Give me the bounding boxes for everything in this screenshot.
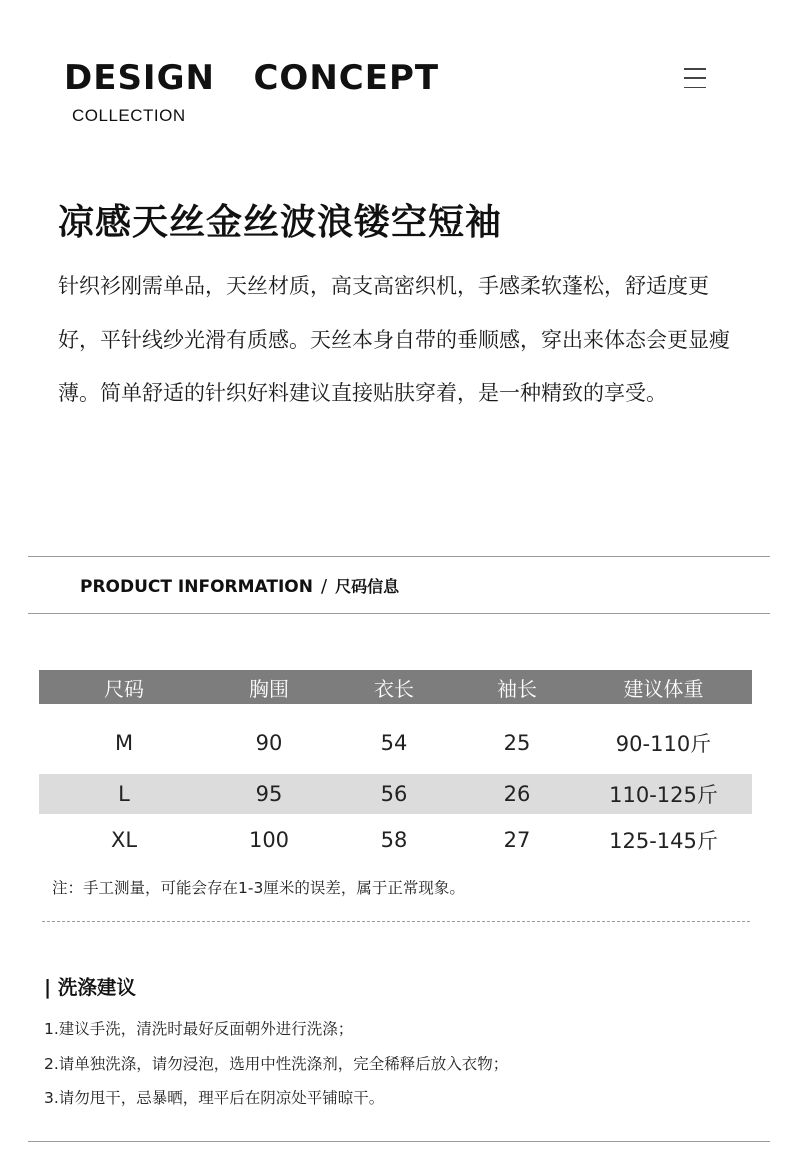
header-chest: 胸围 [209, 670, 329, 704]
header-size: 尺码 [39, 670, 209, 704]
brand-subtitle: COLLECTION [72, 106, 186, 125]
section-divider-bottom [28, 613, 770, 614]
cell-size: M [114, 731, 134, 755]
measurement-note: 注：手工测量，可能会存在1-3厘米的误差，属于正常现象。 [52, 879, 465, 897]
menu-line [684, 68, 706, 70]
list-item: 2.请单独洗涤，请勿浸泡，选用中性洗涤剂，完全稀释后放入衣物； [44, 1054, 509, 1073]
info-heading-en: PRODUCT INFORMATION [80, 577, 313, 597]
cell-length: 54 [380, 731, 408, 755]
cell-weight: 90-110斤 [615, 732, 712, 756]
cell-weight: 110-125斤 [575, 774, 752, 814]
section-divider-top [28, 556, 770, 557]
product-info-heading [80, 574, 399, 597]
size-table [39, 670, 752, 866]
header-weight: 建议体重 [575, 670, 752, 704]
header-length: 衣长 [329, 670, 459, 704]
cell-length: 58 [380, 828, 408, 852]
product-description: 针织衫刚需单品，天丝材质，高支高密织机，手感柔软蓬松，舒适度更好，平针线纱光滑有质感。天丝本身自带的垂顺感，穿出来体态会更显瘦薄。简单舒适的针织好料建议直接贴肤穿着，是一种精致的享受。 [58, 274, 730, 405]
info-heading-separator: / [320, 576, 328, 597]
cell-size: L [39, 774, 209, 814]
menu-line [684, 77, 706, 79]
cell-chest: 100 [248, 828, 290, 852]
list-item: 1.建议手洗，清洗时最好反面朝外进行洗涤； [44, 1020, 354, 1038]
brand-title: DESIGN CONCEPT [64, 58, 440, 98]
cell-size: XL [110, 828, 138, 852]
table-row [39, 704, 752, 774]
info-heading-cn: 尺码信息 [335, 577, 400, 596]
cell-length: 56 [329, 774, 459, 814]
cell-sleeve: 27 [503, 828, 531, 852]
cell-sleeve: 25 [503, 731, 531, 755]
list-item: 3.请勿甩干，忌暴晒，理平后在阴凉处平铺晾干。 [44, 1089, 385, 1107]
cell-chest: 90 [255, 731, 283, 755]
cell-weight: 125-145斤 [609, 829, 718, 853]
dashed-divider [42, 921, 750, 922]
product-title: 凉感天丝金丝波浪镂空短袖 [58, 202, 503, 243]
wash-instructions [44, 1017, 508, 1121]
footer-divider [28, 1141, 770, 1142]
table-row [39, 814, 752, 866]
cell-sleeve: 26 [459, 774, 575, 814]
cell-chest: 95 [209, 774, 329, 814]
menu-line [684, 87, 706, 89]
table-row [39, 774, 752, 814]
hamburger-menu-icon[interactable] [684, 68, 706, 88]
header-sleeve: 袖长 [459, 670, 575, 704]
wash-title: | 洗涤建议 [44, 976, 136, 999]
table-header-row [39, 670, 752, 704]
